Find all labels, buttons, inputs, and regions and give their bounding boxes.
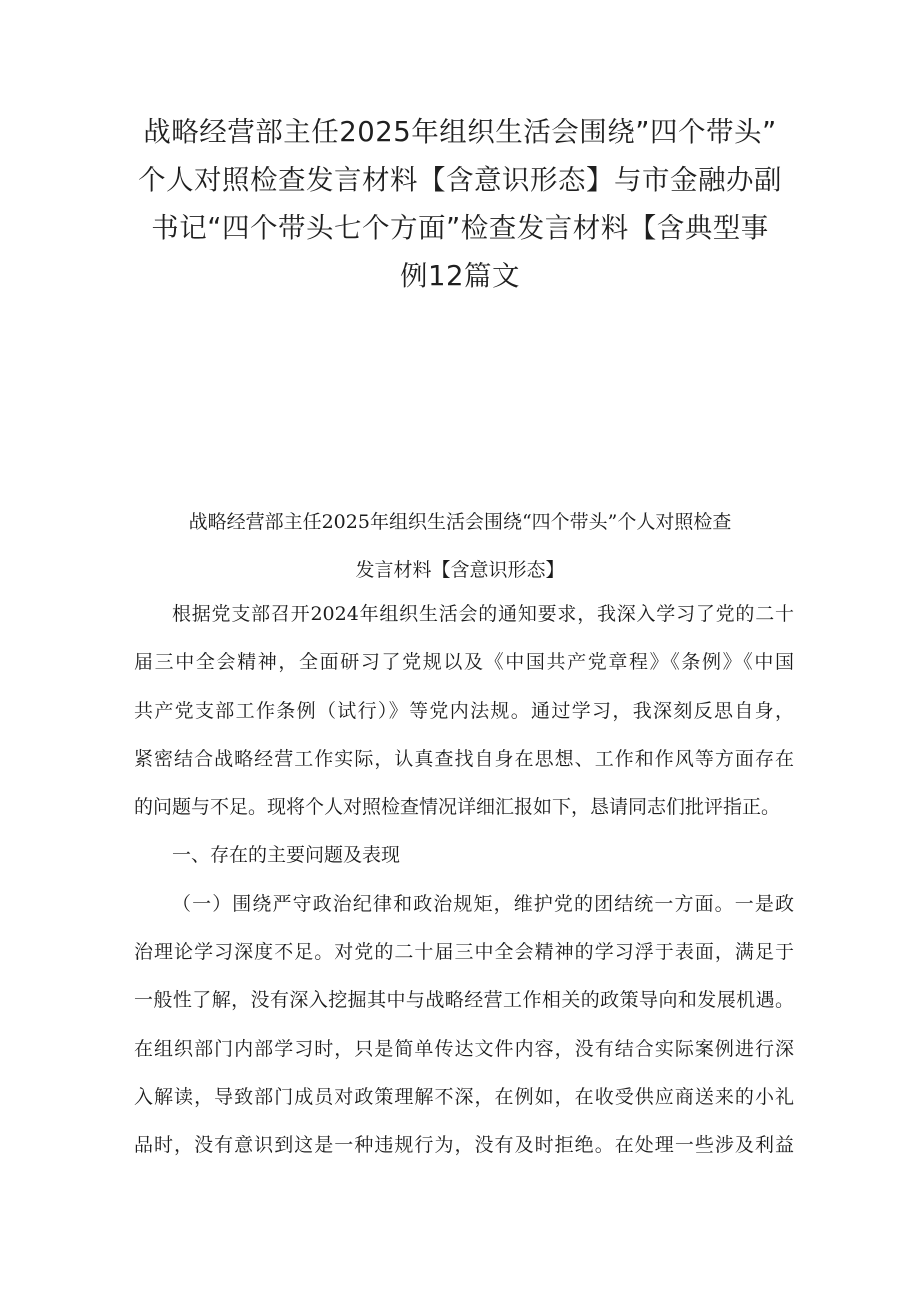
- paragraph-section-one-line: 在组织部门内部学习时，只是简单传达文件内容，没有结合实际案例进行深: [134, 1037, 794, 1060]
- article-heading-line: 发言材料【含意识形态】: [355, 559, 565, 581]
- article-body: [134, 590, 794, 1170]
- article-heading-line: 战略经营部主任2025年组织生活会围绕“四个带头”个人对照检查: [188, 511, 732, 533]
- cover-title-line: 书记“四个带头七个方面”检查发言材料【含典型事: [151, 212, 769, 244]
- paragraph-intro-line: 共产党支部工作条例（试行）》等党内法规。通过学习，我深刻反思自身，: [134, 699, 794, 722]
- paragraph-section-one-line: 品时，没有意识到这是一种违规行为，没有及时拒绝。在处理一些涉及利益: [134, 1134, 794, 1157]
- article-heading: [100, 498, 820, 594]
- paragraph-section-one-line: 治理论学习深度不足。对党的二十届三中全会精神的学习浮于表面，满足于: [134, 941, 794, 964]
- cover-title-line: 战略经营部主任2025年组织生活会围绕”四个带头”: [143, 116, 777, 148]
- paragraph-intro-line: 的问题与不足。现将个人对照检查情况详细汇报如下，恳请同志们批评指正。: [134, 796, 781, 819]
- paragraph-section-one-line: 入解读，导致部门成员对政策理解不深，在例如，在收受供应商送来的小礼: [134, 1085, 794, 1108]
- cover-title: [135, 108, 785, 300]
- cover-title-line: 例12篇文: [400, 260, 520, 292]
- section-heading: 一、存在的主要问题及表现: [172, 844, 401, 867]
- paragraph-intro-line: 紧密结合战略经营工作实际，认真查找自身在思想、工作和作风等方面存在: [134, 747, 794, 770]
- paragraph-intro-line: 届三中全会精神，全面研习了党规以及《中国共产党章程》《条例》《中国: [134, 651, 794, 674]
- paragraph-section-one-line: （一）围绕严守政治纪律和政治规矩，维护党的团结统一方面。一是政: [172, 892, 794, 915]
- paragraph-intro-line: 根据党支部召开2024年组织生活会的通知要求，我深入学习了党的二十: [172, 603, 794, 625]
- cover-title-line: 个人对照检查发言材料【含意识形态】与市金融办副: [138, 164, 782, 196]
- paragraph-section-one-line: 一般性了解，没有深入挖掘其中与战略经营工作相关的政策导向和发展机遇。: [134, 989, 794, 1012]
